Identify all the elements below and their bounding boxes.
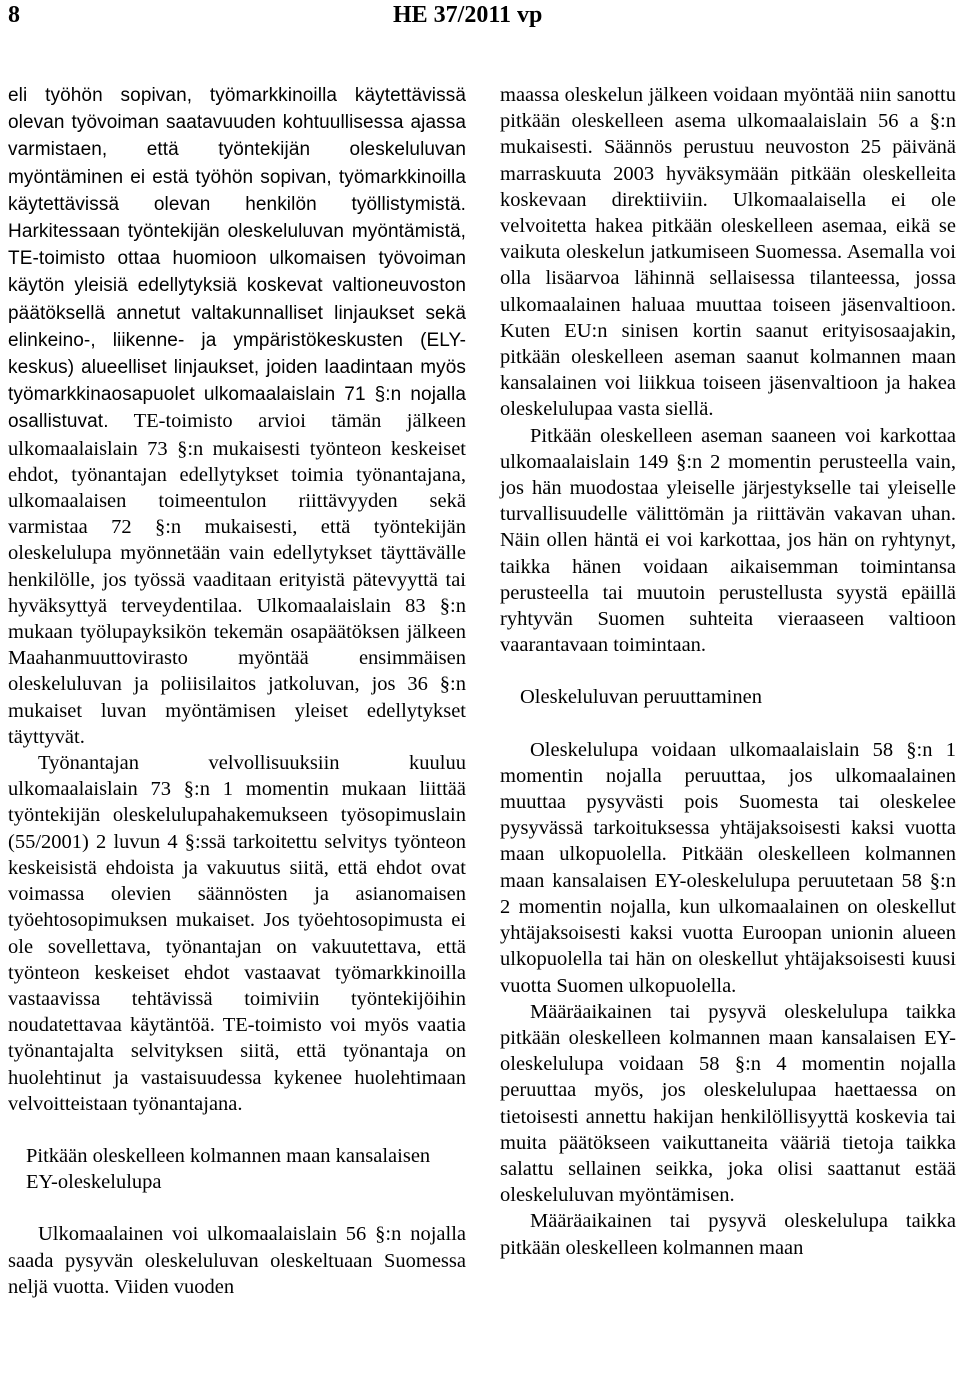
right-paragraph-5: Määräaikainen tai pysyvä oleskelulupa taikka pitkään oleskelleen kolmannen maan xyxy=(500,1210,956,1259)
document-id: HE 37/2011 vp xyxy=(393,2,543,28)
left-paragraph-3: Ulkomaalainen voi ulkomaalaislain 56 §:n nojalla saada pysyvän oleskeluluvan oleskeltuaan Suomessa neljä vuotta. Viiden vuoden xyxy=(8,1223,466,1298)
right-section-heading: Oleskeluluvan peruuttaminen xyxy=(520,686,762,709)
right-paragraph-3: Oleskelulupa voidaan ulkomaalaislain 58 §:n 1 momentin nojalla peruuttaa, jos ulkomaalainen muuttaa pysyvästi pois Suomesta tai oleskelee pysyvässä tarkoituksessa yhtäjaksoisesti kaksi vuotta maan ulkopuolella. Pitkään oleskelleen kolmannen maan kansalaisen EY-oleskelulupa peruutetaan 58 §:n 2 momentin nojalla, kun ulkomaalainen on oleskellut yhtäjaksoisesti kaksi vuotta Euroopan unionin alueen ulkopuolella tai hän on oleskellut yhtäjaksoisesti kuusi vuotta Suomen ulkopuolella. xyxy=(500,738,956,997)
page-number: 8 xyxy=(8,2,20,28)
left-paragraph-1-sans: eli työhön sopivan, työmarkkinoilla käytettävissä olevan työvoiman saatavuuden kohtuullisessa ajassa varmistaen, että työntekijän oleskeluluvan myöntäminen ei estä työhön sopivan, työmarkkinoilla käytettävissä olevan henkilön työllistymistä. Harkitessaan työntekijän oleskeluluvan myöntämistä, TE-toimisto ottaa huomioon ulkomaisen työvoiman käytön yleisiä edellytyksiä koskevat valtioneuvoston päätöksellä annetut valtakunnalliset linjaukset sekä elinkeino-, liikenne- ja ympäristökeskusten (ELY-keskus) alueelliset linjaukset, joiden laadintaan myös työmarkkinaosapuolet ulkomaalaislain 71 §:n nojalla osallistuvat. xyxy=(8,85,466,433)
right-paragraph-2: Pitkään oleskelleen aseman saaneen voi karkottaa ulkomaalaislain 149 §:n 2 momentin perusteella vain, jos hän muodostaa yleiselle järjestykselle tai yleiselle turvallisuudelle välittömän ja riittävän vakavan uhan. Näin ollen häntä ei voi karkottaa, jos hän on ryhtynyt, taikka hänen voidaan aikaisemman toimintansa perusteella tai muutoin perustellusta syystä epäillä ryhtyvän Suomen suhteita vieraaseen valtioon vaarantavaan toimintaan. xyxy=(500,424,956,657)
right-column xyxy=(500,82,956,1261)
left-paragraph-1 xyxy=(8,82,466,750)
right-paragraph-4: Määräaikainen tai pysyvä oleskelulupa taikka pitkään oleskelleen kolmannen maan kansalaisen EY-oleskelulupa voidaan 58 §:n 4 momentin nojalla peruuttaa myös, jos oleskelulupaa haettaessa on tietoisesti annettu hakijan henkilöllisyyttä koskevia tai muita päätökseen vaikuttaneita vääriä tietoja taikka salattu sellainen seikka, joka olisi saattanut estää oleskeluluvan myöntämisen. xyxy=(500,1000,956,1207)
right-paragraph-1: maassa oleskelun jälkeen voidaan myöntää niin sanottu pitkään oleskelleen asema ulkomaalaislain 56 a §:n mukaisesti. Säännös perustuu neuvoston 25 päivänä marraskuuta 2003 hyväksymään pitkään oleskelleita koskevaan direktiiviin. Ulkomaalaisella ei ole velvoitetta hakea pitkään oleskelleen asemaa, eikä se vaikuta oleskelun jatkumiseen Suomessa. Asemalla voi olla lisäarvoa lähinnä sellaisessa tilanteessa, jossa ulkomaalainen haluaa muuttaa toiseen jäsenvaltioon. Kuten EU:n sinisen kortin saanut erityisosaajakin, pitkään oleskelleen aseman saanut kolmannen maan kansalainen voi liikkua toiseen jäsenvaltioon ja hakea oleskelulupaa vasta siellä. xyxy=(500,84,956,421)
page-header xyxy=(0,0,960,40)
left-column xyxy=(8,82,466,1300)
left-paragraph-2: Työnantajan velvollisuuksiin kuuluu ulkomaalaislain 73 §:n 1 momentin mukaan liittää työntekijän oleskelulupahakemukseen työsopimuslain (55/2001) 2 luvun 4 §:ssä tarkoitettu selvitys työnteon keskeisistä ehdoista ja vakuutus siitä, että ehdot ovat voimassa olevien säännösten ja asianomaisen työehtosopimuksen mukaiset. Jos työehtosopimusta ei ole sovellettava, työnantajan on vakuutettava, että työnteon keskeiset ehdot vastaavat työmarkkinoilla vastaavissa tehtävissä toimiviin työntekijöihin noudatettavaa käytäntöä. TE-toimisto voi myös vaatia työnantajalta selvityksen siitä, että työnantaja on huolehtinut ja vastaisuudessa kykenee huolehtimaan velvoitteistaan työnantajana. xyxy=(8,752,466,1115)
left-section-heading: Pitkään oleskelleen kolmannen maan kansalaisen EY-oleskelulupa xyxy=(26,1144,431,1194)
left-paragraph-1-serif: TE-toimisto arvioi tämän jälkeen ulkomaalaislain 73 §:n mukaisesti työnteon keskeiset ehdot, työnantajan edellytykset toimia työnantajana, ulkomaalaisen toimeentulon riittävyyden sekä varmistaa 72 §:n mukaisesti, että työntekijän oleskelulupa myönnetään vain edellytykset täyttävälle henkilölle, jos työssä vaaditaan erityistä pätevyyttä tai hyväksyttyä terveydentilaa. Ulkomaalaislain 83 §:n mukaan työlupayksikön tekemän osapäätöksen jälkeen Maahanmuuttovirasto myöntää ensimmäisen oleskeluluvan ja poliisilaitos jatkoluvan, jos 36 §:n mukaiset luvan myöntämisen yleiset edellytykset täyttyvät. xyxy=(8,410,466,748)
